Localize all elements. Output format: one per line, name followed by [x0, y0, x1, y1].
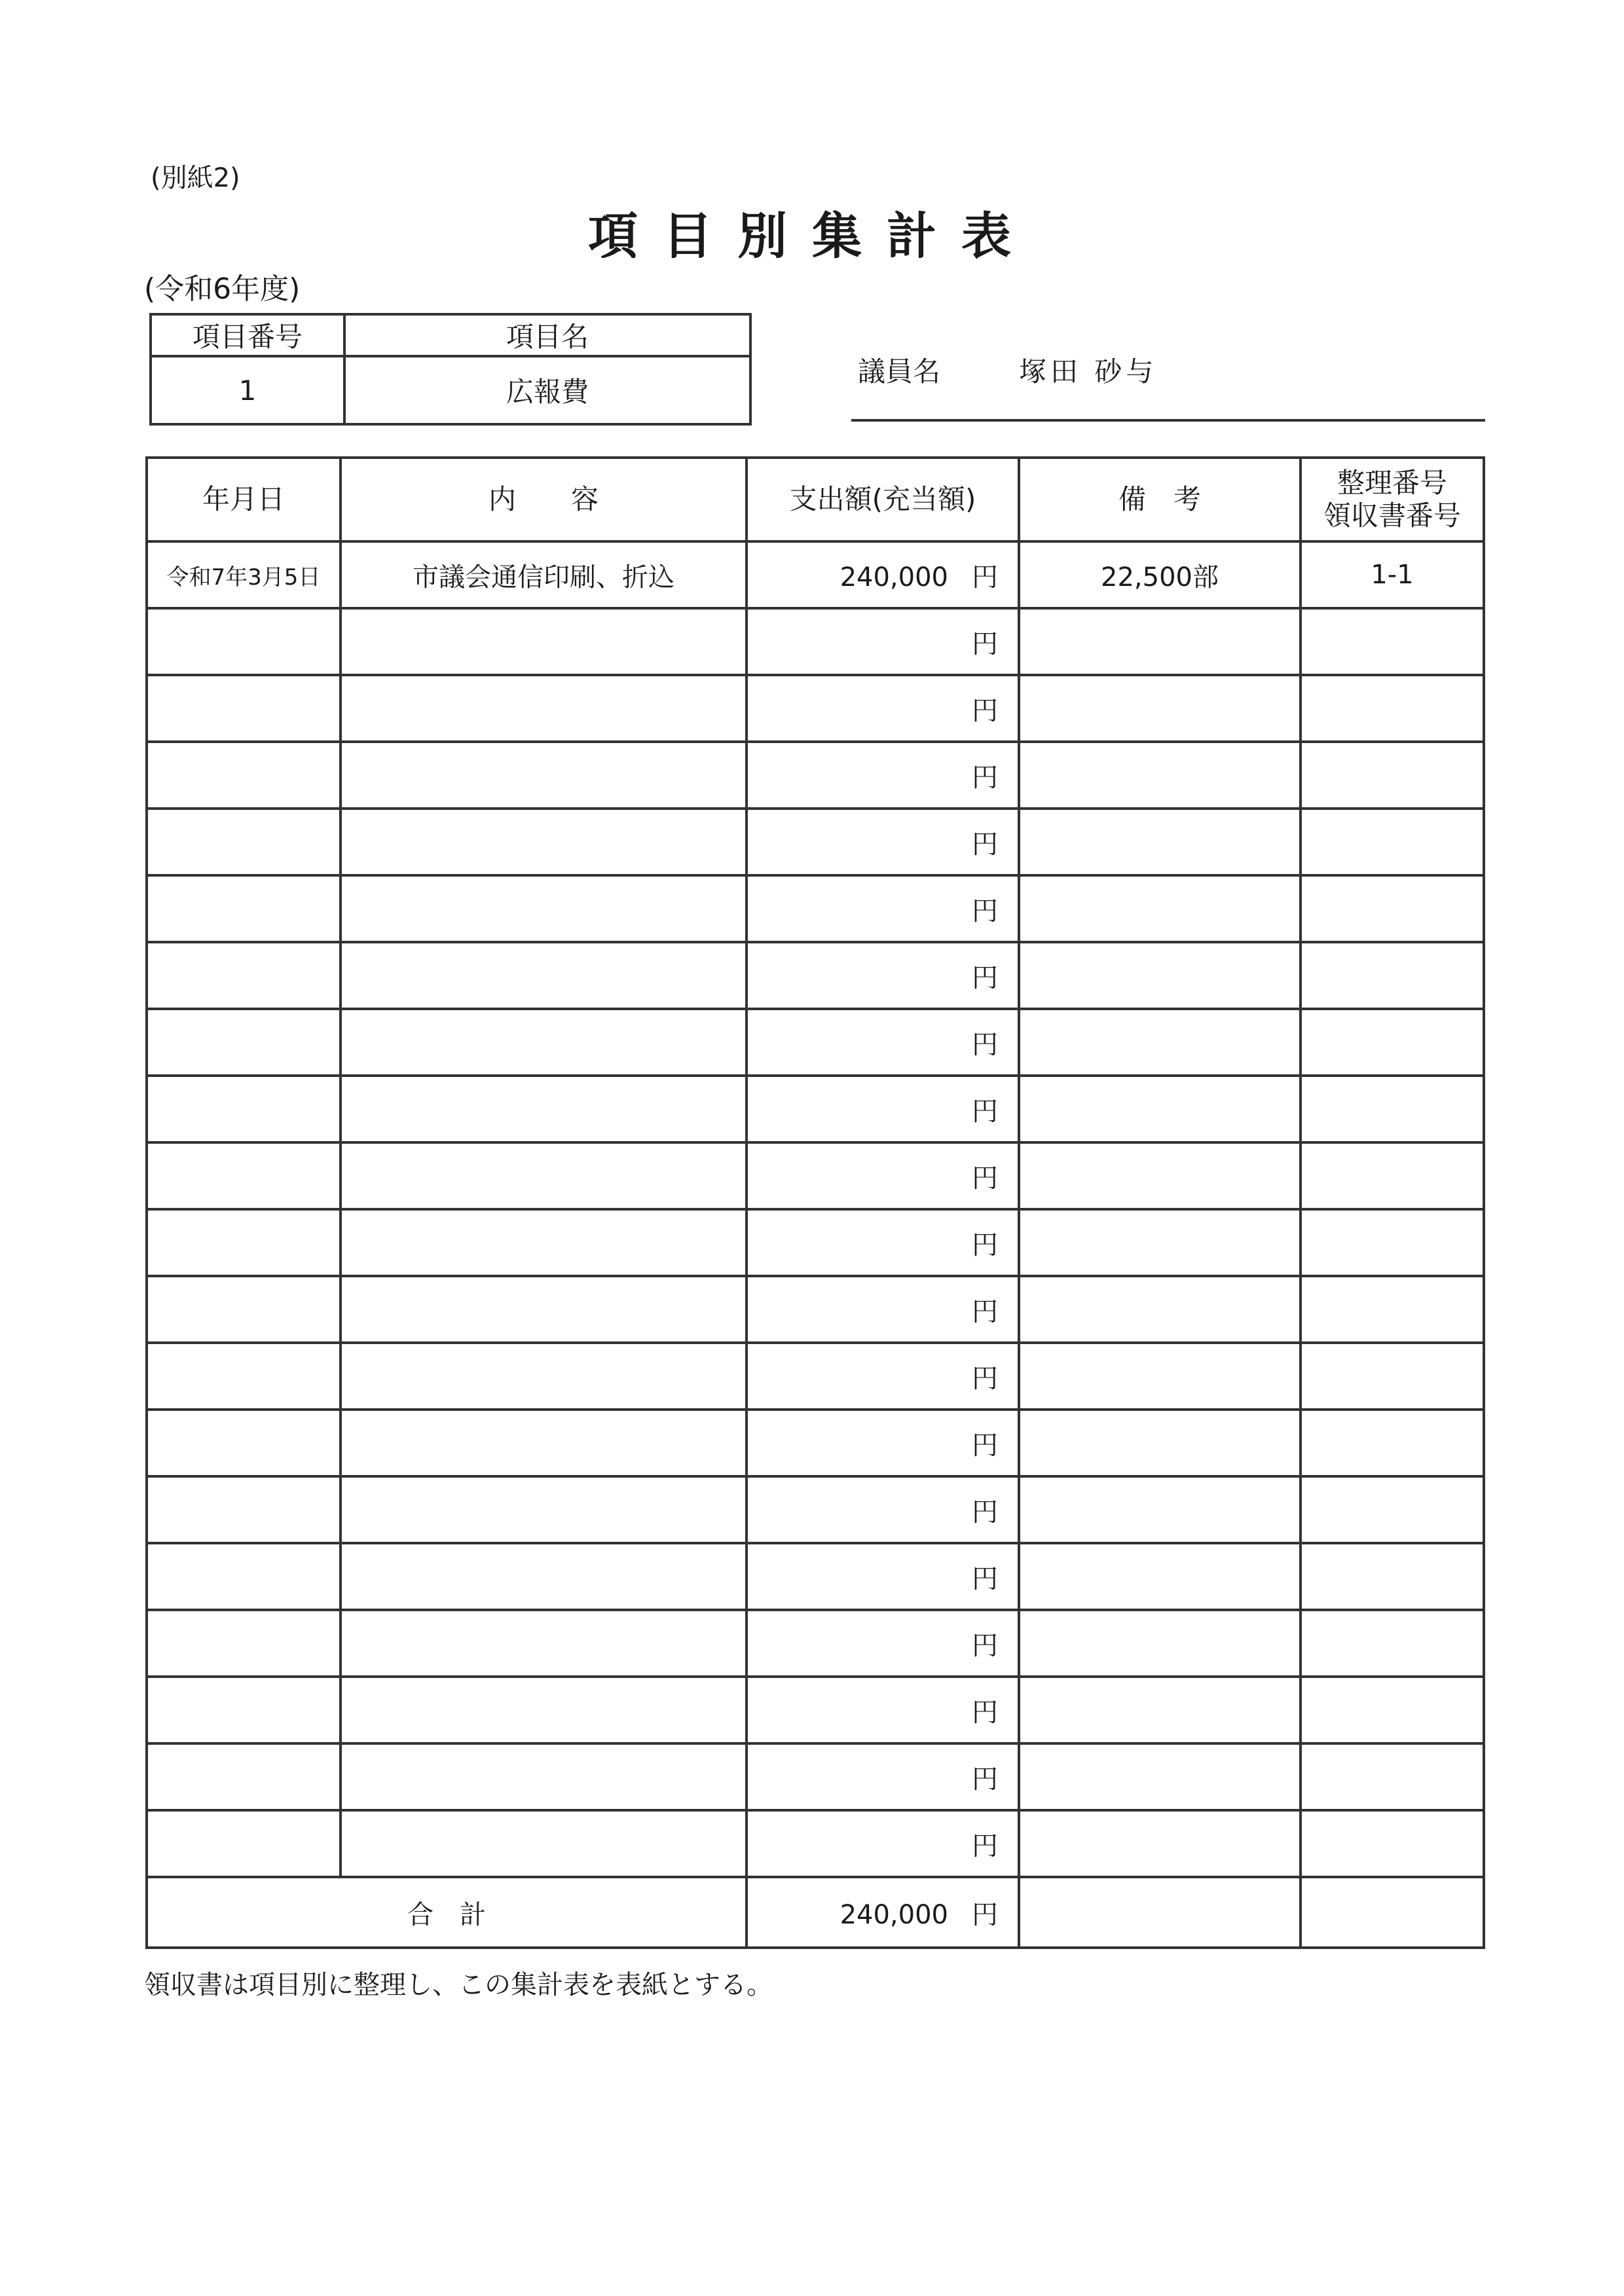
- cell-remarks: [1019, 1410, 1301, 1476]
- cell-date: [147, 675, 341, 742]
- cell-date: [147, 875, 341, 942]
- cell-content: [341, 1076, 747, 1142]
- cell-content: [341, 809, 747, 875]
- cell-amount: [747, 1410, 1019, 1476]
- item-table: [149, 313, 752, 426]
- cell-content: [341, 1009, 747, 1076]
- cell-ref: [1301, 742, 1484, 809]
- table-row: [147, 1810, 1484, 1877]
- total-label: 合 計: [147, 1877, 747, 1948]
- cell-amount: [747, 1677, 1019, 1743]
- cell-ref: [1301, 1009, 1484, 1076]
- currency-unit: 円: [972, 1230, 998, 1260]
- cell-date: [147, 1209, 341, 1276]
- cell-ref: 1-1: [1301, 541, 1484, 608]
- table-row: [147, 809, 1484, 875]
- total-row: [147, 1877, 1484, 1948]
- table-row: [147, 875, 1484, 942]
- cell-amount: [747, 1343, 1019, 1410]
- table-row: [147, 1410, 1484, 1476]
- cell-ref: [1301, 1343, 1484, 1410]
- page-title: 項目別集計表: [588, 207, 1036, 265]
- table-row: [147, 1276, 1484, 1343]
- currency-unit: 円: [972, 1697, 998, 1728]
- currency-unit: 円: [972, 1296, 998, 1327]
- cell-ref: [1301, 1677, 1484, 1743]
- cell-content: [341, 1276, 747, 1343]
- currency-unit: 円: [972, 1363, 998, 1394]
- cell-amount: [747, 1810, 1019, 1877]
- cell-ref: [1301, 1543, 1484, 1610]
- councillor-label: 議員名: [858, 355, 941, 388]
- cell-ref: [1301, 942, 1484, 1009]
- cell-content: [341, 1209, 747, 1276]
- cell-content: [341, 675, 747, 742]
- cell-remarks: [1019, 1476, 1301, 1543]
- cell-date: [147, 942, 341, 1009]
- cell-content: [341, 1743, 747, 1810]
- item-number-header: 項目番号: [151, 314, 344, 356]
- cell-amount: [747, 1276, 1019, 1343]
- table-row: [147, 1743, 1484, 1810]
- cell-amount: [747, 875, 1019, 942]
- currency-unit: 円: [972, 1029, 998, 1060]
- cell-content: [341, 742, 747, 809]
- cell-date: [147, 1343, 341, 1410]
- cell-amount: [747, 942, 1019, 1009]
- item-name-header: 項目名: [344, 314, 750, 356]
- currency-unit: 円: [972, 762, 998, 793]
- cell-date: [147, 1476, 341, 1543]
- cell-ref: [1301, 1410, 1484, 1476]
- cell-ref: [1301, 1142, 1484, 1209]
- table-row: [147, 742, 1484, 809]
- cell-ref: [1301, 1276, 1484, 1343]
- header-remarks: 備 考: [1019, 458, 1301, 541]
- header-amount: 支出額(充当額): [747, 458, 1019, 541]
- cell-content: [341, 942, 747, 1009]
- cell-ref: [1301, 1076, 1484, 1142]
- cell-amount: [747, 1476, 1019, 1543]
- cell-remarks: [1019, 608, 1301, 675]
- table-row: [147, 1677, 1484, 1743]
- cell-date: [147, 1743, 341, 1810]
- header-content: 内 容: [341, 458, 747, 541]
- cell-amount: [747, 1142, 1019, 1209]
- cell-amount: [747, 1009, 1019, 1076]
- table-row: [147, 675, 1484, 742]
- cell-remarks: [1019, 1677, 1301, 1743]
- table-row: [147, 1343, 1484, 1410]
- currency-unit: 円: [972, 1430, 998, 1461]
- cell-amount: [747, 742, 1019, 809]
- table-header-row: [147, 458, 1484, 541]
- cell-amount: [747, 809, 1019, 875]
- total-ref: [1301, 1877, 1484, 1948]
- councillor: [858, 350, 1157, 390]
- table-row: [147, 1209, 1484, 1276]
- item-name: 広報費: [344, 356, 750, 424]
- cell-remarks: [1019, 675, 1301, 742]
- cell-remarks: [1019, 1276, 1301, 1343]
- cell-remarks: [1019, 1009, 1301, 1076]
- cell-date: [147, 742, 341, 809]
- fiscal-year: (令和6年度): [144, 272, 301, 306]
- cell-content: [341, 1810, 747, 1877]
- cell-remarks: 22,500部: [1019, 541, 1301, 608]
- item-number: 1: [151, 356, 344, 424]
- cell-remarks: [1019, 875, 1301, 942]
- currency-unit: 円: [972, 562, 998, 592]
- table-row: [147, 1543, 1484, 1610]
- cell-content: [341, 1476, 747, 1543]
- cell-ref: [1301, 1743, 1484, 1810]
- table-row: [147, 1476, 1484, 1543]
- cell-date: [147, 1142, 341, 1209]
- total-remarks: [1019, 1877, 1301, 1948]
- councillor-name: 塚田 砂与: [1019, 355, 1158, 388]
- cell-date: 令和7年3月5日: [147, 541, 341, 608]
- currency-unit: 円: [972, 1096, 998, 1127]
- cell-content: [341, 608, 747, 675]
- table-row: [147, 608, 1484, 675]
- cell-remarks: [1019, 809, 1301, 875]
- footer-note: 領収書は項目別に整理し、この集計表を表紙とする。: [144, 1970, 773, 2000]
- cell-content: [341, 1543, 747, 1610]
- table-row: [147, 1610, 1484, 1677]
- currency-unit: 円: [972, 1497, 998, 1527]
- amount-value: 240,000: [840, 562, 948, 592]
- total-amount-value: 240,000: [840, 1899, 948, 1930]
- currency-unit: 円: [972, 629, 998, 659]
- cell-content: [341, 1142, 747, 1209]
- currency-unit: 円: [972, 829, 998, 860]
- cell-amount: [747, 675, 1019, 742]
- cell-date: [147, 1677, 341, 1743]
- table-row: [147, 1076, 1484, 1142]
- header-ref: [1301, 458, 1484, 541]
- cell-remarks: [1019, 742, 1301, 809]
- cell-content: [341, 1343, 747, 1410]
- cell-date: [147, 1810, 341, 1877]
- cell-amount: [747, 1543, 1019, 1610]
- cell-ref: [1301, 608, 1484, 675]
- cell-date: [147, 1543, 341, 1610]
- currency-unit: 円: [972, 1563, 998, 1594]
- cell-remarks: [1019, 1142, 1301, 1209]
- cell-content: [341, 1410, 747, 1476]
- cell-ref: [1301, 675, 1484, 742]
- currency-unit: 円: [972, 962, 998, 993]
- table-row: [147, 541, 1484, 608]
- currency-unit: 円: [972, 1764, 998, 1795]
- cell-ref: [1301, 1810, 1484, 1877]
- currency-unit: 円: [972, 1899, 998, 1930]
- cell-remarks: [1019, 1610, 1301, 1677]
- header-date: 年月日: [147, 458, 341, 541]
- cell-amount: [747, 608, 1019, 675]
- cell-amount: [747, 1743, 1019, 1810]
- cell-ref: [1301, 1476, 1484, 1543]
- currency-unit: 円: [972, 1163, 998, 1194]
- total-amount: [747, 1877, 1019, 1948]
- cell-date: [147, 1410, 341, 1476]
- cell-date: [147, 809, 341, 875]
- cell-date: [147, 608, 341, 675]
- cell-ref: [1301, 1209, 1484, 1276]
- header-ref-line2: 領収書番号: [1323, 500, 1461, 532]
- currency-unit: 円: [972, 695, 998, 726]
- table-row: [147, 1009, 1484, 1076]
- cell-amount: [747, 1076, 1019, 1142]
- cell-amount: [747, 1209, 1019, 1276]
- currency-unit: 円: [972, 896, 998, 926]
- cell-remarks: [1019, 1209, 1301, 1276]
- cell-date: [147, 1610, 341, 1677]
- cell-remarks: [1019, 1743, 1301, 1810]
- header-ref-line1: 整理番号: [1337, 466, 1447, 499]
- currency-unit: 円: [972, 1831, 998, 1861]
- cell-content: [341, 875, 747, 942]
- cell-amount: [747, 541, 1019, 608]
- cell-ref: [1301, 1610, 1484, 1677]
- cell-amount: [747, 1610, 1019, 1677]
- councillor-underline: [851, 419, 1485, 422]
- cell-remarks: [1019, 1343, 1301, 1410]
- currency-unit: 円: [972, 1630, 998, 1661]
- cell-remarks: [1019, 1543, 1301, 1610]
- table-row: [147, 942, 1484, 1009]
- cell-content: [341, 1677, 747, 1743]
- cell-date: [147, 1076, 341, 1142]
- cell-remarks: [1019, 1076, 1301, 1142]
- table-row: [147, 1142, 1484, 1209]
- cell-ref: [1301, 875, 1484, 942]
- cell-remarks: [1019, 942, 1301, 1009]
- cell-content: 市議会通信印刷、折込: [341, 541, 747, 608]
- cell-content: [341, 1610, 747, 1677]
- cell-date: [147, 1276, 341, 1343]
- cell-remarks: [1019, 1810, 1301, 1877]
- cell-date: [147, 1009, 341, 1076]
- expense-table: [145, 456, 1485, 1949]
- cell-ref: [1301, 809, 1484, 875]
- attachment-label: (別紙2): [151, 163, 240, 193]
